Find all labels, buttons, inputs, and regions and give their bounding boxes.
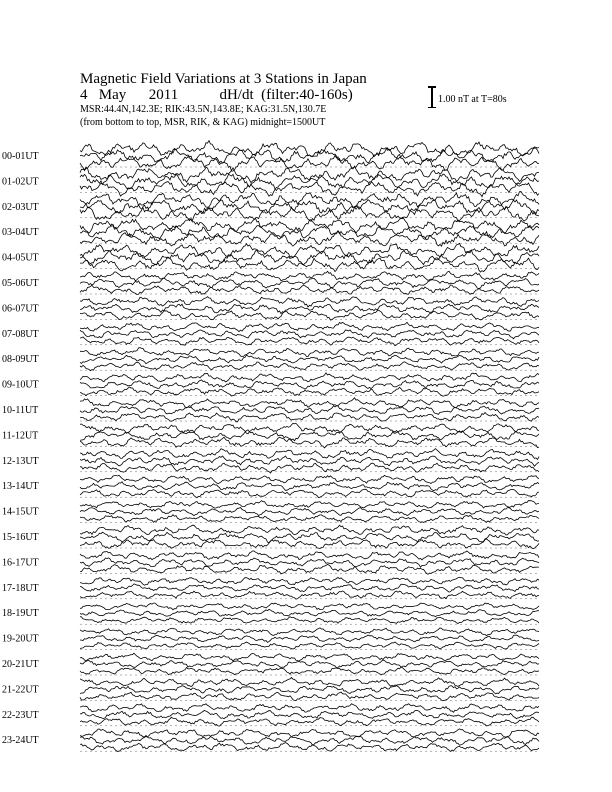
trace-kag <box>80 166 539 183</box>
hour-label: 04-05UT <box>2 252 39 264</box>
trace-msr <box>80 667 539 675</box>
trace-rik <box>80 456 539 466</box>
trace-msr <box>80 515 539 523</box>
trace-msr <box>80 362 539 371</box>
hour-label: 08-09UT <box>2 354 39 366</box>
trace-msr <box>80 285 539 295</box>
trace-kag <box>80 398 539 408</box>
trace-rik <box>80 355 539 364</box>
trace-kag <box>80 475 539 484</box>
trace-kag <box>80 628 539 636</box>
trace-rik <box>80 710 539 718</box>
trace-msr <box>80 489 539 498</box>
trace-kag <box>80 423 539 434</box>
trace-msr <box>80 743 539 752</box>
trace-msr <box>80 182 539 197</box>
trace-msr <box>80 565 539 575</box>
trace-msr <box>80 692 539 701</box>
trace-kag <box>80 653 539 661</box>
trace-rik <box>80 686 539 694</box>
order-line: (from bottom to top, MSR, RIK, & KAG) midnight=1500UT <box>80 117 326 128</box>
trace-rik <box>80 430 539 441</box>
hour-label: 12-13UT <box>2 455 39 467</box>
trace-rik <box>80 584 539 592</box>
hour-label: 11-12UT <box>2 430 39 442</box>
trace-kag <box>80 729 539 737</box>
trace-kag <box>80 501 539 509</box>
hour-label: 02-03UT <box>2 201 39 213</box>
hour-label: 18-19UT <box>2 608 39 620</box>
trace-msr <box>80 231 539 247</box>
hour-label: 14-15UT <box>2 506 39 518</box>
trace-msr <box>80 310 539 320</box>
trace-kag <box>80 678 539 687</box>
hour-label: 13-14UT <box>2 481 39 493</box>
hour-label: 03-04UT <box>2 227 39 239</box>
trace-msr <box>80 617 539 624</box>
scale-label: 1.00 nT at T=80s <box>438 94 507 105</box>
hour-label: 15-16UT <box>2 532 39 543</box>
trace-rik <box>80 660 539 668</box>
stations-line: MSR:44.4N,142.3E; RIK:43.5N,143.8E; KAG:31.5N,130.7E <box>80 104 327 115</box>
hour-label: 07-08UT <box>2 328 39 340</box>
hour-label: 21-22UT <box>2 684 39 696</box>
hour-label: 20-21UT <box>2 659 39 670</box>
trace-rik <box>80 278 539 289</box>
date-filter-line: 4 May 2011 dH/dt (filter:40-160s) <box>80 87 353 103</box>
trace-rik <box>80 735 539 745</box>
trace-msr <box>80 463 539 473</box>
chart-title: Magnetic Field Variations at 3 Stations in Japan <box>80 71 367 87</box>
trace-rik <box>80 609 539 616</box>
hour-label: 17-18UT <box>2 582 39 594</box>
hour-label: 16-17UT <box>2 557 39 569</box>
hour-label: 19-20UT <box>2 633 39 645</box>
trace-msr <box>80 413 539 422</box>
trace-kag <box>80 525 539 535</box>
trace-rik <box>80 174 539 189</box>
trace-kag <box>80 348 539 357</box>
hour-label: 05-06UT <box>2 278 39 289</box>
trace-msr <box>80 591 539 599</box>
trace-kag <box>80 297 539 307</box>
trace-rik <box>80 330 539 339</box>
hour-label: 06-07UT <box>2 303 39 315</box>
trace-kag <box>80 217 539 233</box>
trace-kag <box>80 322 539 331</box>
hour-label: 23-24UT <box>2 735 39 747</box>
hour-label: 01-02UT <box>2 176 39 188</box>
trace-msr <box>80 387 539 396</box>
trace-msr <box>80 337 539 346</box>
trace-rik <box>80 482 539 491</box>
trace-kag <box>80 191 539 207</box>
trace-rik <box>80 635 539 642</box>
trace-kag <box>80 577 539 585</box>
trace-kag <box>80 141 539 157</box>
trace-rik <box>80 406 539 415</box>
trace-msr <box>80 642 539 649</box>
hour-label: 22-23UT <box>2 709 39 721</box>
hour-label: 09-10UT <box>2 379 39 391</box>
trace-kag <box>80 449 539 460</box>
trace-kag <box>80 603 539 610</box>
hour-label: 10-11UT <box>2 405 39 416</box>
trace-rik <box>80 508 539 516</box>
trace-msr <box>80 717 539 726</box>
trace-kag <box>80 704 539 713</box>
hour-label: 00-01UT <box>2 151 39 162</box>
